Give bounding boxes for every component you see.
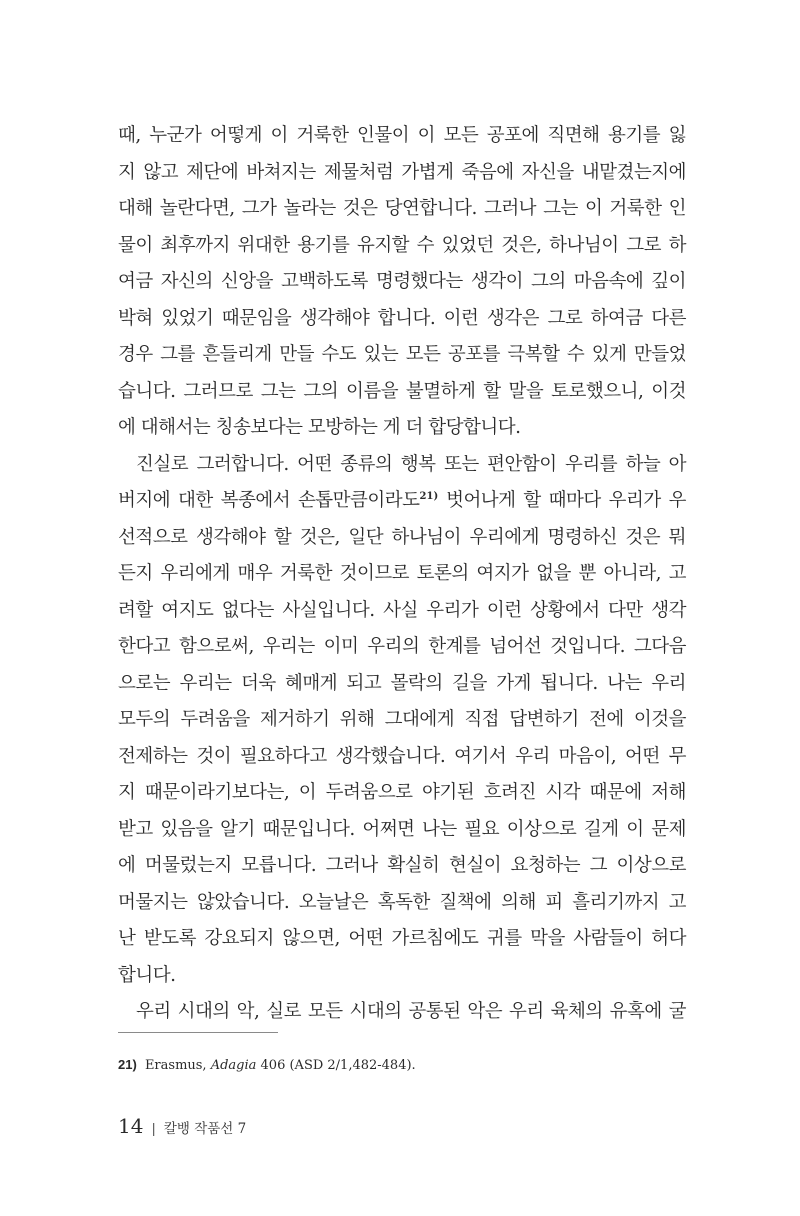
page-number: 14 <box>118 1114 144 1138</box>
footnote-title: Adagia <box>210 1058 257 1073</box>
footnote-reference[interactable]: 21) <box>419 490 439 502</box>
footnote <box>118 1056 416 1075</box>
series-title: 칼뱅 작품선 7 <box>163 1121 247 1137</box>
text-line: 받고 있음을 알기 때문입니다. 어쩌면 나는 필요 이상으로 길게 이 문제 <box>118 818 686 840</box>
text-segment: 벗어나게 할 때마다 우리가 우 <box>438 490 686 511</box>
text-line: 박혀 있었기 때문임을 생각해야 합니다. 이런 생각은 그로 하여금 다른 <box>118 307 686 329</box>
text-line: 전제하는 것이 필요하다고 생각했습니다. 여기서 우리 마음이, 어떤 무 <box>118 745 686 767</box>
text-line: 우리 시대의 악, 실로 모든 시대의 공통된 악은 우리 육체의 유혹에 굴 <box>136 1001 686 1022</box>
text-line: 때, 누군가 어떻게 이 거룩한 인물이 이 모든 공포에 직면해 용기를 잃 <box>118 125 686 146</box>
footnote-citation: 406 (ASD 2/1,482-484). <box>256 1058 416 1073</box>
footnote-author: Erasmus, <box>144 1058 211 1073</box>
text-line: 머물지는 않았습니다. 오늘날은 혹독한 질책에 의해 피 흘리기까지 고 <box>118 891 686 913</box>
page-footer <box>118 1114 246 1138</box>
text-line: 지 않고 제단에 바쳐지는 제물처럼 가볍게 죽음에 자신을 내맡겼는지에 <box>118 161 686 183</box>
text-line: 려할 여지도 없다는 사실입니다. 사실 우리가 이런 상황에서 다만 생각 <box>118 599 686 621</box>
text-line: 선적으로 생각해야 할 것은, 일단 하나님이 우리에게 명령하신 것은 뭐 <box>118 526 686 548</box>
text-line: 모두의 두려움을 제거하기 위해 그대에게 직접 답변하기 전에 이것을 <box>118 709 686 730</box>
text-segment: 버지에 대한 복종에서 손톱만큼이라도 <box>118 490 420 511</box>
footnote-number: 21) <box>118 1057 137 1072</box>
text-line: 대해 놀란다면, 그가 놀라는 것은 당연합니다. 그러나 그는 이 거룩한 인 <box>118 198 686 219</box>
text-line: 물이 최후까지 위대한 용기를 유지할 수 있었던 것은, 하나님이 그로 하 <box>118 234 686 256</box>
text-line: 으로는 우리는 더욱 혜매게 되고 몰락의 길을 가게 됩니다. 나는 우리 <box>118 672 686 694</box>
text-line: 난 받도록 강요되지 않으면, 어떤 가르침에도 귀를 막을 사람들이 허다 <box>118 928 686 949</box>
text-line: 경우 그를 흔들리게 만들 수도 있는 모든 공포를 극복할 수 있게 만들었 <box>118 344 686 365</box>
text-line: 진실로 그러합니다. 어떤 종류의 행복 또는 편안함이 우리를 하늘 아 <box>136 453 686 475</box>
text-line: 지 때문이라기보다는, 이 두려움으로 야기된 흐려진 시각 때문에 저해 <box>118 782 686 803</box>
text-line: 합니다. <box>118 964 176 986</box>
text-line: 에 머물렀는지 모릅니다. 그러나 확실히 현실이 요청하는 그 이상으로 <box>118 855 686 876</box>
text-line: 습니다. 그러므로 그는 그의 이름을 불멸하게 할 말을 토로했으니, 이것 <box>118 380 686 402</box>
text-line-with-footnote <box>118 483 686 520</box>
text-line: 에 대해서는 칭송보다는 모방하는 게 더 합당합니다. <box>118 417 521 438</box>
text-line: 한다고 함으로써, 우리는 이미 우리의 한계를 넘어선 것입니다. 그다음 <box>118 636 686 657</box>
footnote-divider <box>118 1032 278 1033</box>
text-line: 여금 자신의 신앙을 고백하도록 명령했다는 생각이 그의 마음속에 깊이 <box>118 271 686 292</box>
body-text <box>118 118 686 1031</box>
text-line: 든지 우리에게 매우 거룩한 것이므로 토론의 여지가 없을 뿐 아니라, 고 <box>118 563 686 584</box>
footer-separator: | <box>151 1122 156 1137</box>
